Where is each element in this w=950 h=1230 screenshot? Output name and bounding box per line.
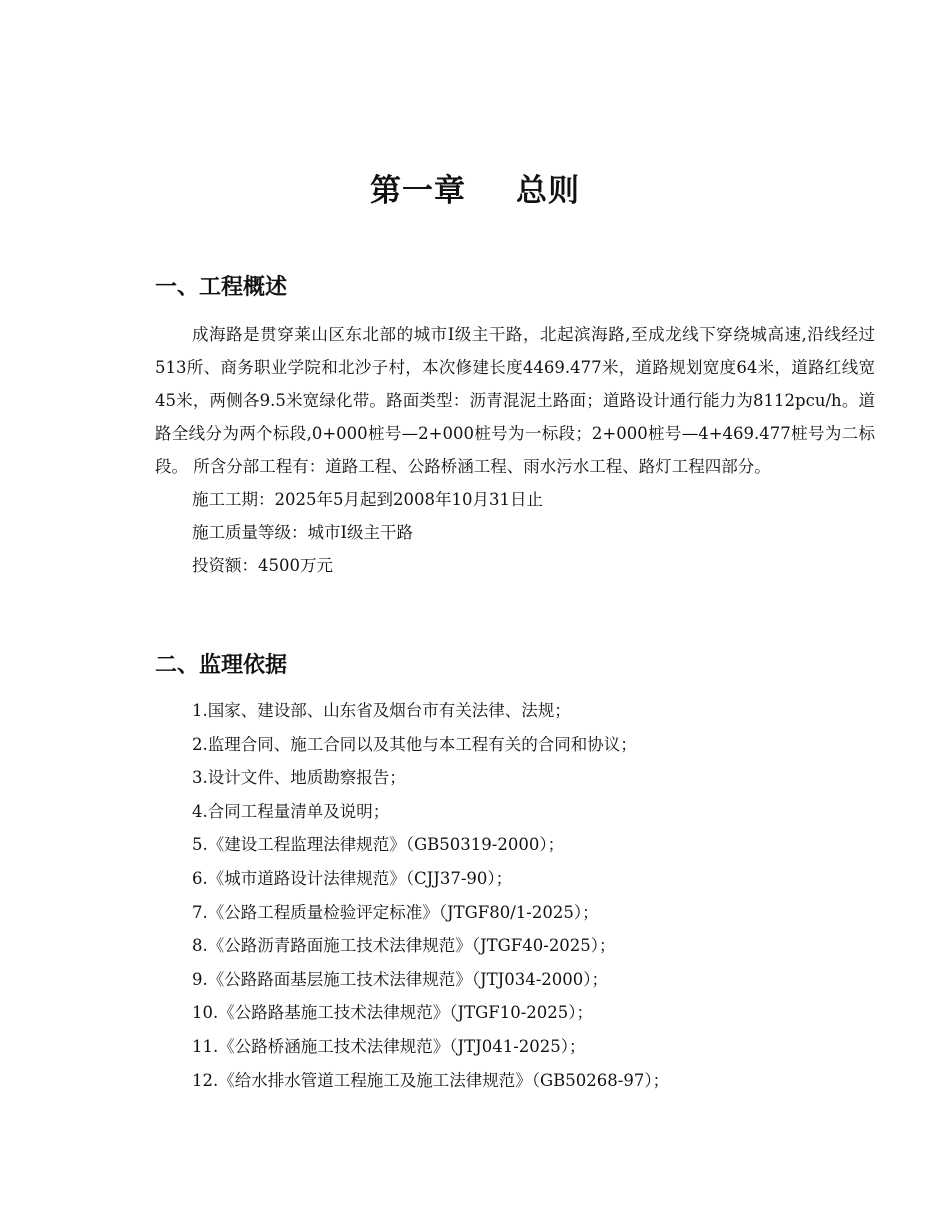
- section-heading-overview: 一、工程概述: [155, 275, 288, 300]
- list-item: 1.国家、建设部、山东省及烟台市有关法律、法规；: [192, 701, 571, 720]
- list-item: 4.合同工程量清单及说明；: [192, 801, 390, 821]
- chapter-number: 第一章: [370, 173, 466, 209]
- overview-paragraph: 成海路是贯穿莱山区东北部的城市Ⅰ级主干路，北起滨海路,至成龙线下穿绕城高速,沿线经过513所、商务职业学院和北沙子村，本次修建长度4469.477米，道路规划宽度64米，道路红线宽45米，两侧各9.5米宽绿化带。路面类型：沥青混泥土路面；道路设计通行能力为8112pcu/h。道路全线分为两个标段,0+000桩号—2+000桩号为一标段；2+000桩号—4+469.477桩号为二标段。 所含分部工程有：道路工程、公路桥涵工程、雨水污水工程、路灯工程四部分。: [155, 325, 875, 476]
- list-item: 11.《公路桥涵施工技术法律规范》（JTJ041-2025）；: [192, 1036, 586, 1056]
- basis-list: [192, 694, 669, 1097]
- construction-duration: 施工工期：2025年5月起到2008年10月31日止: [192, 490, 543, 509]
- list-item: 8.《公路沥青路面施工技术法律规范》（JTGF40-2025）；: [192, 936, 616, 956]
- list-item: 12.《给水排水管道工程施工及施工法律规范》（GB50268-97）；: [192, 1070, 670, 1090]
- chapter-name: 总则: [516, 173, 580, 209]
- list-item: 3.设计文件、地质勘察报告；: [192, 768, 406, 788]
- list-item: 7.《公路工程质量检验评定标准》（JTGF80/1-2025）；: [192, 902, 599, 922]
- list-item: 10.《公路路基施工技术法律规范》（JTGF10-2025）；: [192, 1003, 594, 1023]
- overview-section: [155, 318, 875, 582]
- quality-grade: 施工质量等级：城市Ⅰ级主干路: [192, 523, 414, 542]
- chapter-title: [0, 165, 950, 210]
- list-item: 2.监理合同、施工合同以及其他与本工程有关的合同和协议；: [192, 734, 637, 754]
- list-item: 9.《公路路面基层施工技术法律规范》（JTJ034-2000）；: [192, 969, 609, 989]
- investment-amount: 投资额：4500万元: [192, 556, 333, 575]
- list-item: 5.《建设工程监理法律规范》（GB50319-2000）；: [192, 835, 565, 855]
- list-item: 6.《城市道路设计法律规范》（CJJ37-90）；: [192, 868, 513, 888]
- section-heading-basis: 二、监理依据: [155, 653, 288, 678]
